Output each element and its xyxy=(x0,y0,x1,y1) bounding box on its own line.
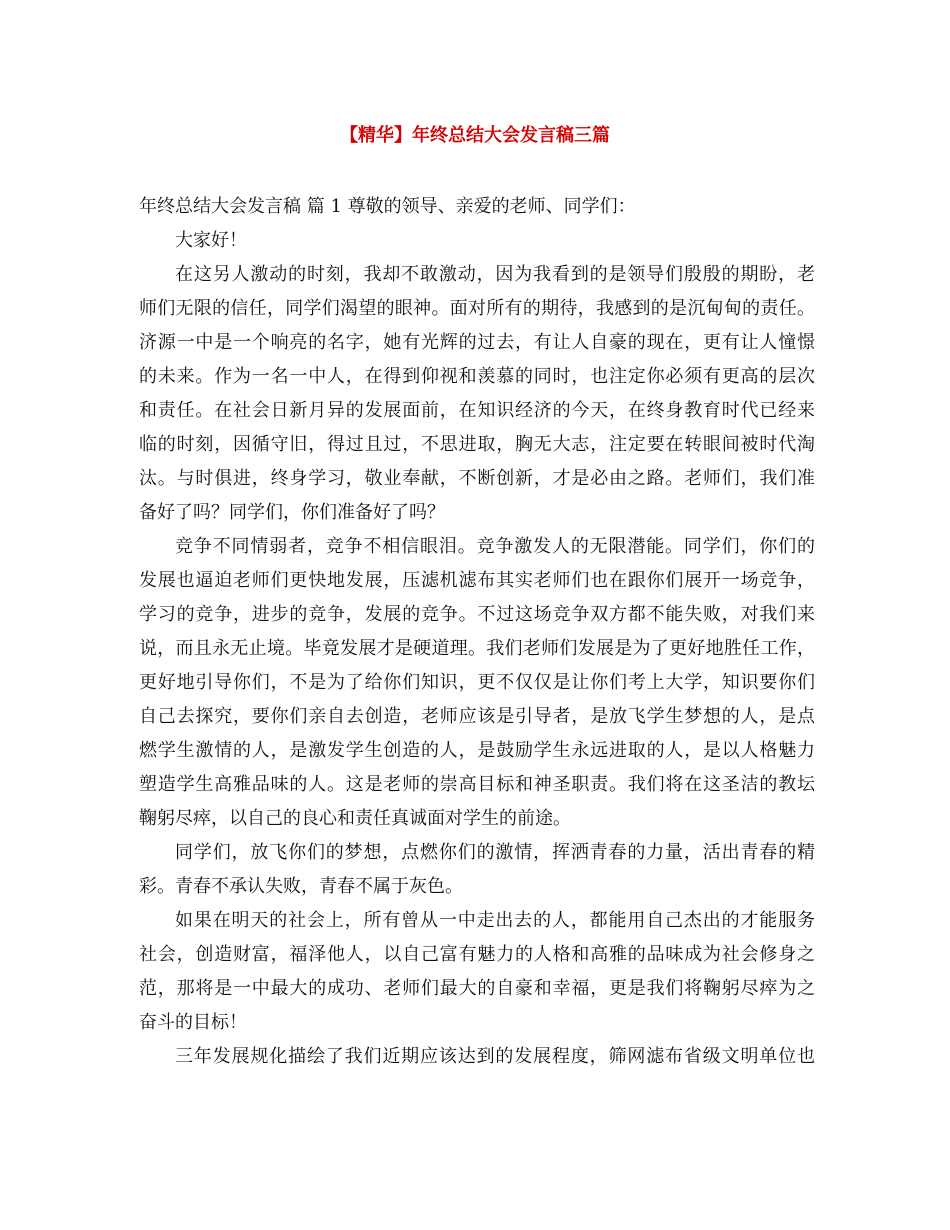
body-line: 彩。青春不承认失败，青春不属于灰色。 xyxy=(139,876,463,897)
body-line: 鞠躬尽瘁，以自己的良心和责任真诚面对学生的前途。 xyxy=(139,808,571,829)
body-line: 如果在明天的社会上，所有曾从一中走出去的人，都能用自己杰出的才能服务 xyxy=(175,910,815,931)
body-line: 年终总结大会发言稿 篇 1 尊敬的领导、亲爱的老师、同学们： xyxy=(139,196,636,217)
body-line: 更好地引导你们，不是为了给你们知识，更不仅仅是让你们考上大学，知识要你们 xyxy=(139,672,815,693)
body-line: 三年发展规化描绘了我们近期应该达到的发展程度，筛网滤布省级文明单位也 xyxy=(175,1046,815,1067)
body-line: 发展也逼迫老师们更快地发展，压滤机滤布其实老师们也在跟你们展开一场竞争， xyxy=(139,570,815,591)
body-line: 燃学生激情的人，是激发学生创造的人，是鼓励学生永远进取的人，是以人格魅力 xyxy=(139,740,815,761)
body-line: 社会，创造财富，福泽他人，以自己富有魅力的人格和高雅的品味成为社会修身之 xyxy=(139,944,815,965)
body-line: 临的时刻，因循守旧，得过且过，不思进取，胸无大志，注定要在转眼间被时代淘 xyxy=(139,434,815,455)
body-line: 和责任。在社会日新月异的发展面前，在知识经济的今天，在终身教育时代已经来 xyxy=(139,400,815,421)
body-line: 师们无限的信任，同学们渴望的眼神。面对所有的期待，我感到的是沉甸甸的责任。 xyxy=(139,298,815,319)
body-line: 同学们，放飞你们的梦想，点燃你们的激情，挥洒青春的力量，活出青春的精 xyxy=(175,842,815,863)
body-line: 学习的竞争，进步的竞争，发展的竞争。不过这场竞争双方都不能失败，对我们来 xyxy=(139,604,815,625)
body-line: 范，那将是一中最大的成功、老师们最大的自豪和幸福，更是我们将鞠躬尽瘁为之 xyxy=(139,978,815,999)
body-line: 大家好！ xyxy=(175,230,247,251)
body-line: 自己去探究，要你们亲自去创造，老师应该是引导者，是放飞学生梦想的人，是点 xyxy=(139,706,815,727)
body-line: 说，而且永无止境。毕竟发展才是硬道理。我们老师们发展是为了更好地胜任工作， xyxy=(139,638,815,659)
document-body xyxy=(139,190,815,1074)
body-line: 济源一中是一个响亮的名字，她有光辉的过去，有让人自豪的现在，更有让人憧憬 xyxy=(139,332,815,353)
body-line: 的未来。作为一名一中人，在得到仰视和羡慕的同时，也注定你必须有更高的层次 xyxy=(139,366,815,387)
body-line: 竞争不同情弱者，竞争不相信眼泪。竞争激发人的无限潜能。同学们，你们的 xyxy=(175,536,815,557)
body-line: 在这另人激动的时刻，我却不敢激动，因为我看到的是领导们殷殷的期盼，老 xyxy=(175,264,815,285)
body-line: 汰。与时俱进，终身学习，敬业奉献，不断创新，才是必由之路。老师们，我们准 xyxy=(139,468,815,489)
body-line: 奋斗的目标！ xyxy=(139,1012,247,1033)
body-line: 塑造学生高雅品味的人。这是老师的崇高目标和神圣职责。我们将在这圣洁的教坛 xyxy=(139,774,815,795)
document-title: 【精华】年终总结大会发言稿三篇 xyxy=(340,125,610,146)
body-line: 备好了吗？同学们，你们准备好了吗？ xyxy=(139,502,445,523)
